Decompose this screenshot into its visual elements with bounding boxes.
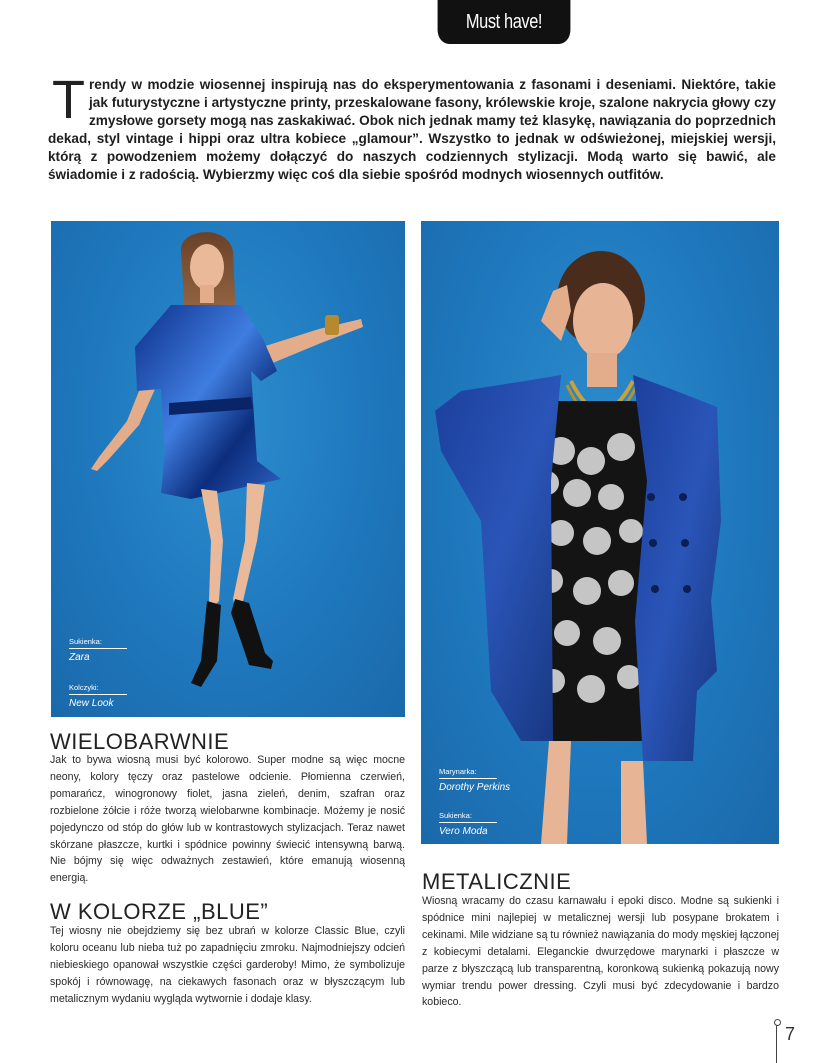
section-tag: Must have! — [438, 0, 571, 44]
credit-divider — [69, 648, 127, 649]
intro-paragraph — [48, 70, 776, 184]
credit-label: Sukienka: — [69, 637, 102, 646]
drop-cap: T — [52, 70, 85, 130]
credit-brand: Dorothy Perkins — [439, 782, 511, 793]
credit-brand: New Look — [69, 698, 114, 709]
photo-blue-blazer — [421, 221, 779, 844]
heading-blue: W KOLORZE „BLUE” — [50, 899, 269, 924]
model-illustration-right — [421, 221, 779, 844]
intro-text: rendy w modzie wiosennej inspirują nas do eksperymentowania z fasonami i deseniami. Niektóre, takie jak futurystyczne i artystyczne printy, przeskalowane fasony, królewskie kroje, szalone nakrycia głowy czy zmysłowe gorsety mogą nas zaskakiwać. Obok nich jednak mamy też klasykę, nawiązania do poprzednich dekad, styl vintage i hippi oraz ultra kobiece „glamour”. Wszystko to jednak w odświeżonej, miejskiej wersji, którą z powodzeniem możemy dołączyć do naszych codziennych stylizacji. Modą warto się bawić, ale świadomie i z radością. Wybierzmy więc coś dla siebie spośród modnych wiosennych outfitów. — [48, 77, 776, 182]
photo-blue-satin-dress — [51, 221, 405, 717]
credit-blazer — [439, 767, 510, 793]
credit-label: Kolczyki: — [69, 683, 99, 692]
text-wielobarwnie: Jak to bywa wiosną musi być kolorowo. Super modne są więc mocne neony, kolory tęczy oraz pastelowe odcienie. Płomienna czerwień, pomarańcz, winogronowy fiolet, jasna zieleń, denim, szafran oraz rozbielone żółcie i róże tworzą wielobarwne kombinacje. Możemy je nosić pojedynczo od stóp do głów lub w kontrastowych stylizacjach. Teraz nawet skórzane płaszcze, kurtki i spódnice powinny świecić intensywną barwą. Nie bójmy się więc odważnych zestawień, które emanują wiosenną energią. — [50, 754, 405, 885]
credit-earrings — [69, 683, 127, 709]
credit-brand: Zara — [69, 652, 90, 663]
text-metalicznie: Wiosną wracamy do czasu karnawału i epoki disco. Modne są sukienki i spódnice mini najlepiej w metalicznej wersji lub posypane brokatem i cekinami. Mile widziane są tu również nawiązania do mody męskiej łączonej z kobiecymi detalami. Eleganckie dwurzędowe marynarki i płaszcze w parze z błyszczącą lub transparentną, koronkową sukienką pokazują nowy wymiar trendu power dressing. Czyli musi być zdecydowanie i bardzo kobieco. — [422, 895, 779, 1009]
credit-dress-left — [69, 637, 127, 663]
credit-brand: Vero Moda — [439, 826, 488, 837]
credit-divider — [439, 822, 497, 823]
page-number-rule — [776, 1022, 777, 1063]
credit-divider — [439, 778, 497, 779]
text-blue: Tej wiosny nie obejdziemy się bez ubrań w kolorze Classic Blue, czyli koloru oceanu lub nieba tuż po zapadnięciu zmroku. Najmodniejszy odcień niebieskiego opanował wszystkie części garderoby! Mimo, że symbolizuje spokój i równowagę, na ciekawych fasonach oraz w błyszczącym lub metalicznym wydaniu wygląda wytwornie i dodaje klasy. — [50, 925, 405, 1005]
heading-metalicznie: METALICZNIE — [422, 869, 572, 894]
credit-divider — [69, 694, 127, 695]
credit-label: Sukienka: — [439, 811, 472, 820]
credit-label: Marynarka: — [439, 767, 477, 776]
page-number: 7 — [785, 1024, 796, 1044]
heading-wielobarwnie: WIELOBARWNIE — [50, 729, 230, 754]
credit-dress-right — [439, 811, 497, 837]
